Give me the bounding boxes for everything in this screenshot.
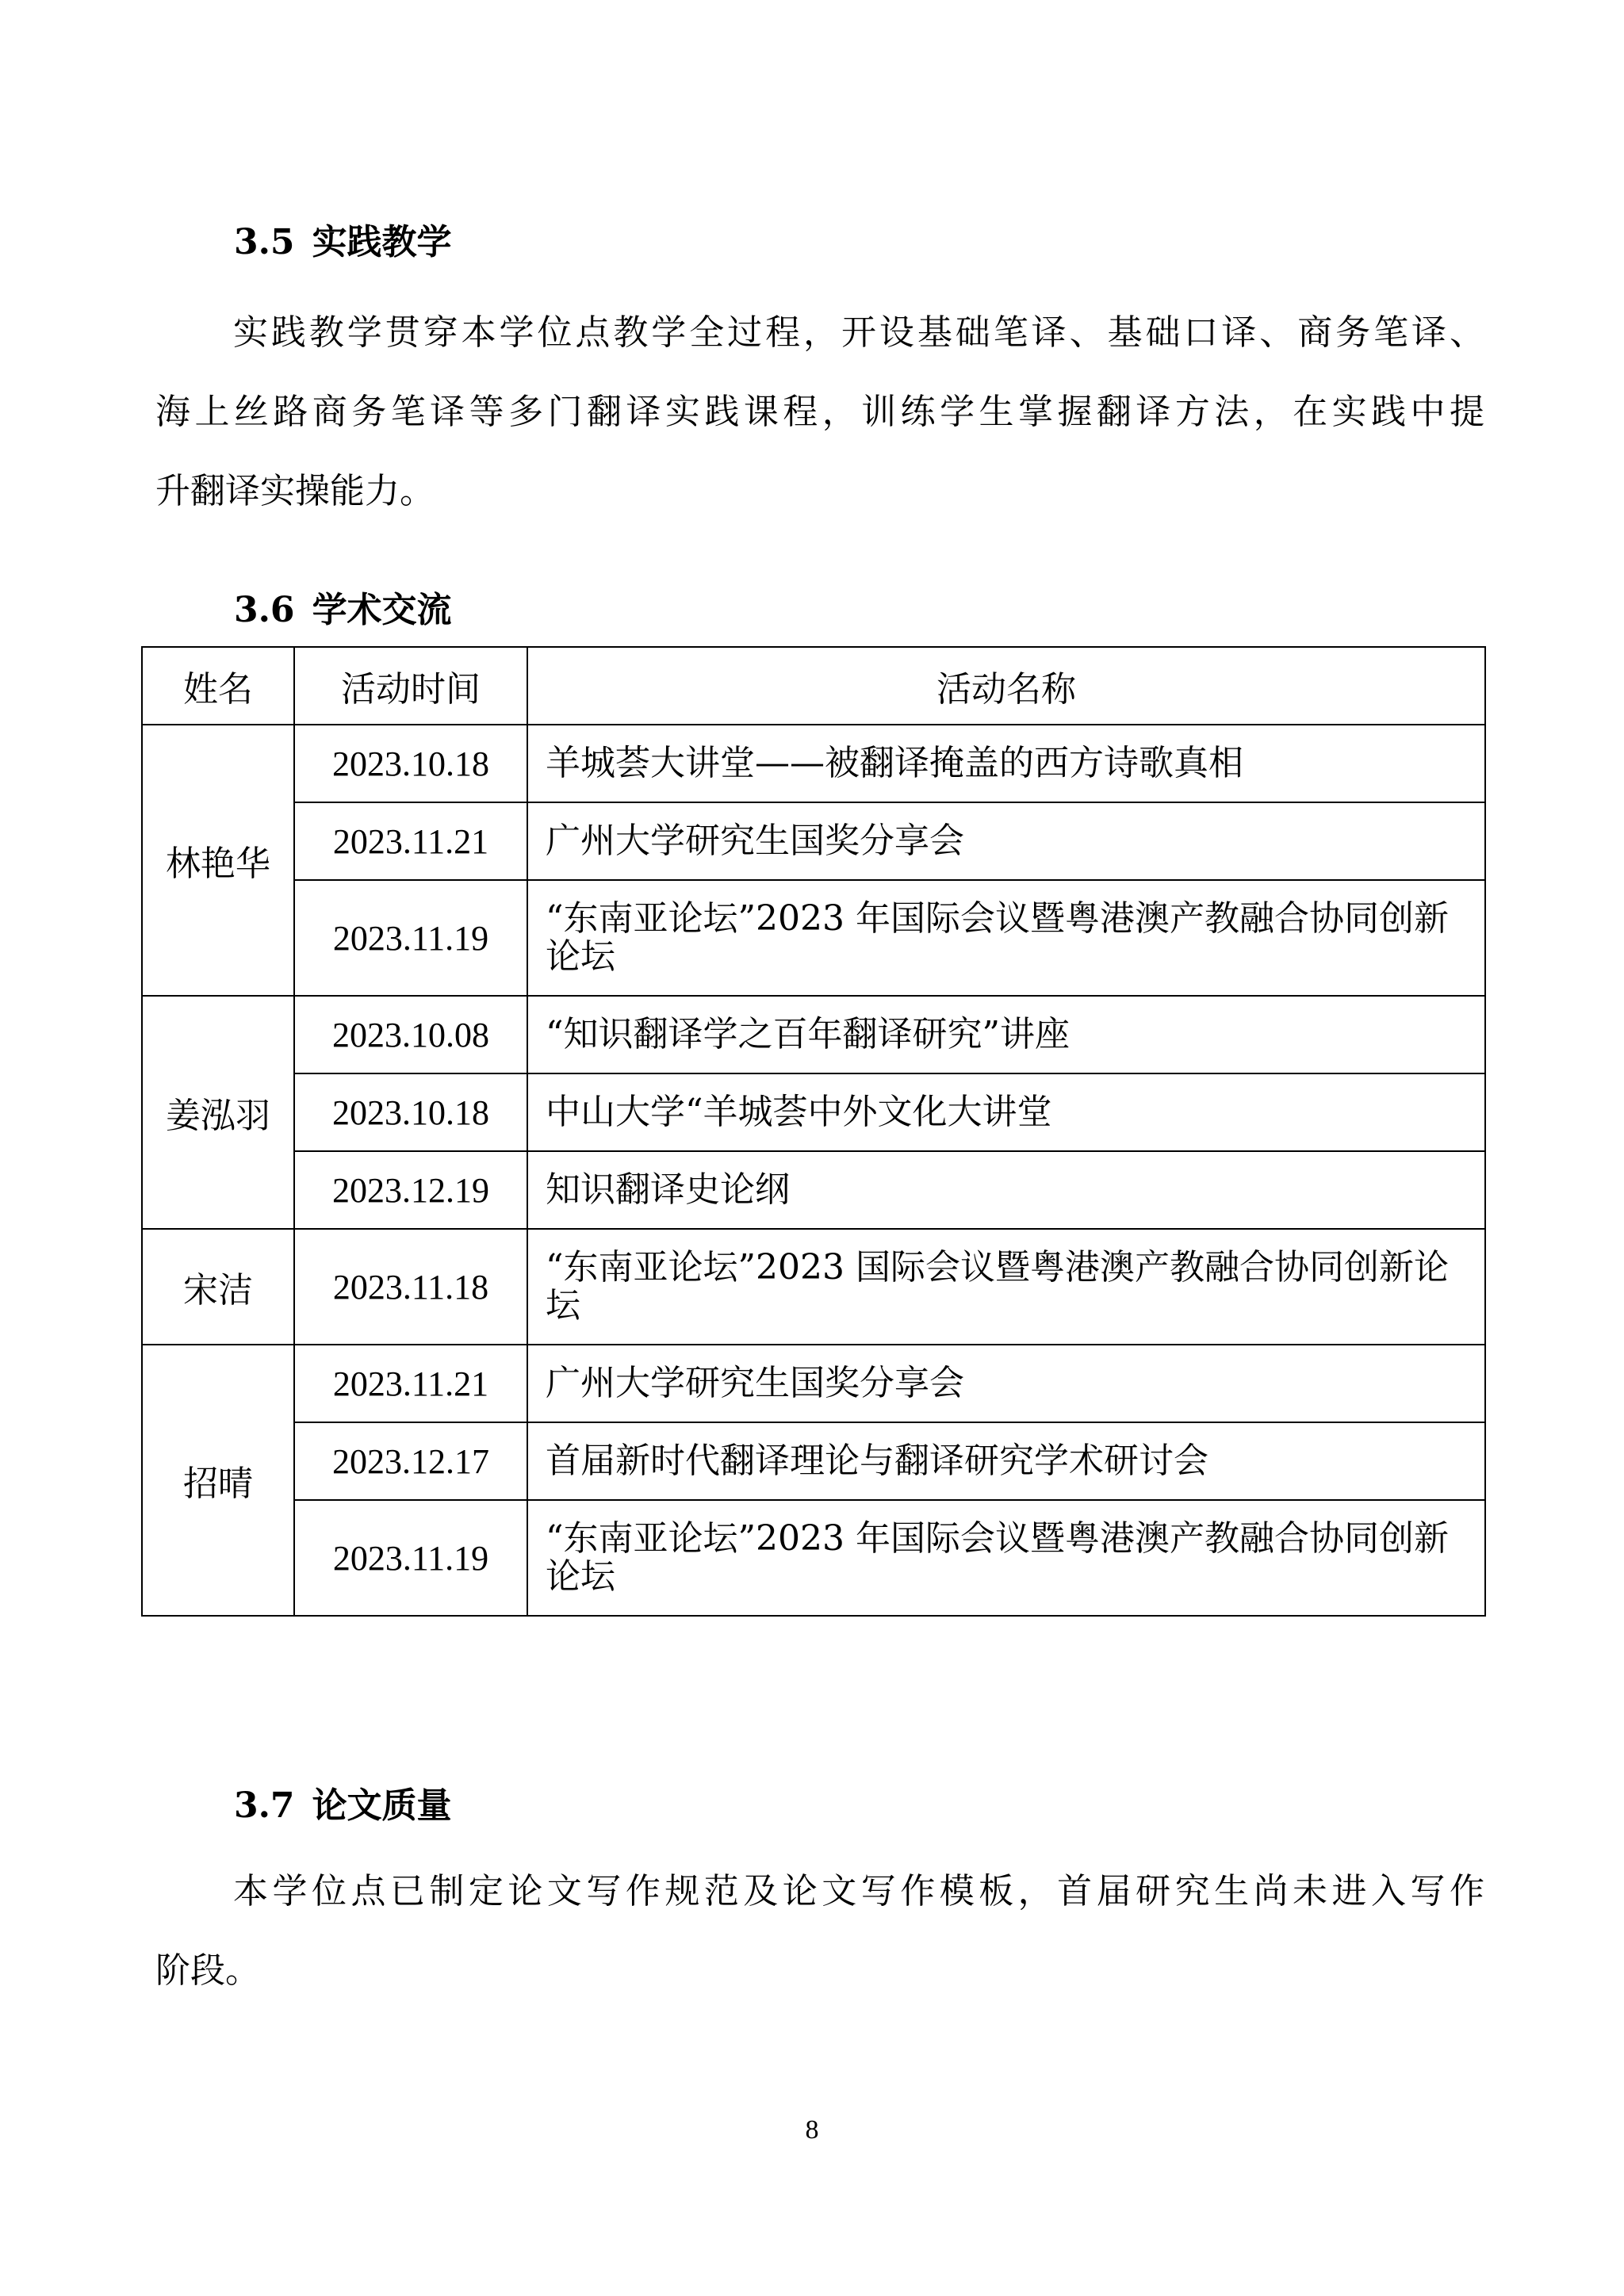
person-name: 宋洁 [142, 1229, 294, 1345]
activity-text: 首届新时代翻译理论与翻译研究学术研讨会 [546, 1441, 1208, 1481]
table-row [142, 996, 1485, 1073]
section-heading-3-6 [234, 587, 452, 634]
activity-text: 中山大学“羊城荟中外文化大讲堂 [546, 1092, 1052, 1132]
activity-date: 2023.12.17 [294, 1422, 527, 1500]
activity-text: 广州大学研究生国奖分享会 [546, 1363, 964, 1403]
activity-name [527, 1151, 1485, 1229]
section-number: 3.7 [234, 1785, 295, 1826]
activity-name [527, 725, 1485, 802]
table-row [142, 1229, 1485, 1345]
header-date: 活动时间 [294, 647, 527, 725]
activity-name [527, 996, 1485, 1073]
activity-name [527, 802, 1485, 880]
activity-text: 广州大学研究生国奖分享会 [546, 821, 964, 861]
activity-date: 2023.11.19 [294, 880, 527, 996]
activity-name [527, 1500, 1485, 1616]
table-row [142, 1345, 1485, 1422]
section-number: 3.6 [234, 590, 295, 630]
section-heading-3-5 [234, 219, 452, 266]
activity-text: “东南亚论坛”2023 年国际会议暨粤港澳产教融合协同创新论坛 [546, 1518, 1449, 1597]
table-row [142, 1073, 1485, 1151]
activity-date: 2023.10.08 [294, 996, 527, 1073]
activity-name [527, 1073, 1485, 1151]
table-row [142, 1500, 1485, 1616]
paragraph-line: 升翻译实操能力。 [155, 471, 435, 511]
person-name: 招晴 [142, 1345, 294, 1616]
paragraph-line: 实践教学贯穿本学位点教学全过程，开设基础笔译、基础口译、商务笔译、 [233, 312, 1484, 353]
table-row [142, 1422, 1485, 1500]
person-name: 姜泓羽 [142, 996, 294, 1229]
person-name: 林艳华 [142, 725, 294, 996]
paragraph-practice-teaching [155, 309, 1484, 515]
section-title: 论文质量 [312, 1785, 452, 1826]
section-title: 实践教学 [312, 222, 452, 262]
activity-name [527, 1229, 1485, 1345]
header-name: 姓名 [142, 647, 294, 725]
table-row [142, 1151, 1485, 1229]
table-header-row [142, 647, 1485, 725]
section-title: 学术交流 [312, 590, 452, 630]
activity-text: 羊城荟大讲堂——被翻译掩盖的西方诗歌真相 [546, 743, 1243, 783]
table-row [142, 880, 1485, 996]
section-number: 3.5 [234, 222, 295, 262]
paragraph-line: 本学位点已制定论文写作规范及论文写作模板，首届研究生尚未进入写作 [233, 1871, 1484, 1911]
activity-date: 2023.11.21 [294, 802, 527, 880]
activity-date: 2023.12.19 [294, 1151, 527, 1229]
table-row [142, 725, 1485, 802]
header-activity: 活动名称 [527, 647, 1485, 725]
activity-text: “东南亚论坛”2023 年国际会议暨粤港澳产教融合协同创新论坛 [546, 898, 1449, 977]
activity-date: 2023.11.21 [294, 1345, 527, 1422]
page-number: 8 [805, 2115, 819, 2145]
paragraph-line: 海上丝路商务笔译等多门翻译实践课程，训练学生掌握翻译方法，在实践中提 [155, 392, 1484, 432]
activity-date: 2023.11.18 [294, 1229, 527, 1345]
activity-text: “东南亚论坛”2023 国际会议暨粤港澳产教融合协同创新论坛 [546, 1247, 1449, 1326]
section-heading-3-7 [234, 1782, 452, 1830]
activity-name [527, 1422, 1485, 1500]
activity-date: 2023.10.18 [294, 1073, 527, 1151]
table-row [142, 802, 1485, 880]
activity-date: 2023.11.19 [294, 1500, 527, 1616]
activity-text: “知识翻译学之百年翻译研究”讲座 [546, 1014, 1070, 1054]
activity-name [527, 1345, 1485, 1422]
academic-exchange-table [141, 646, 1486, 1617]
activity-text: 知识翻译史论纲 [546, 1169, 790, 1210]
paragraph-line: 阶段。 [155, 1950, 260, 1991]
activity-name [527, 880, 1485, 996]
activity-date: 2023.10.18 [294, 725, 527, 802]
paragraph-thesis-quality [155, 1868, 1484, 1995]
